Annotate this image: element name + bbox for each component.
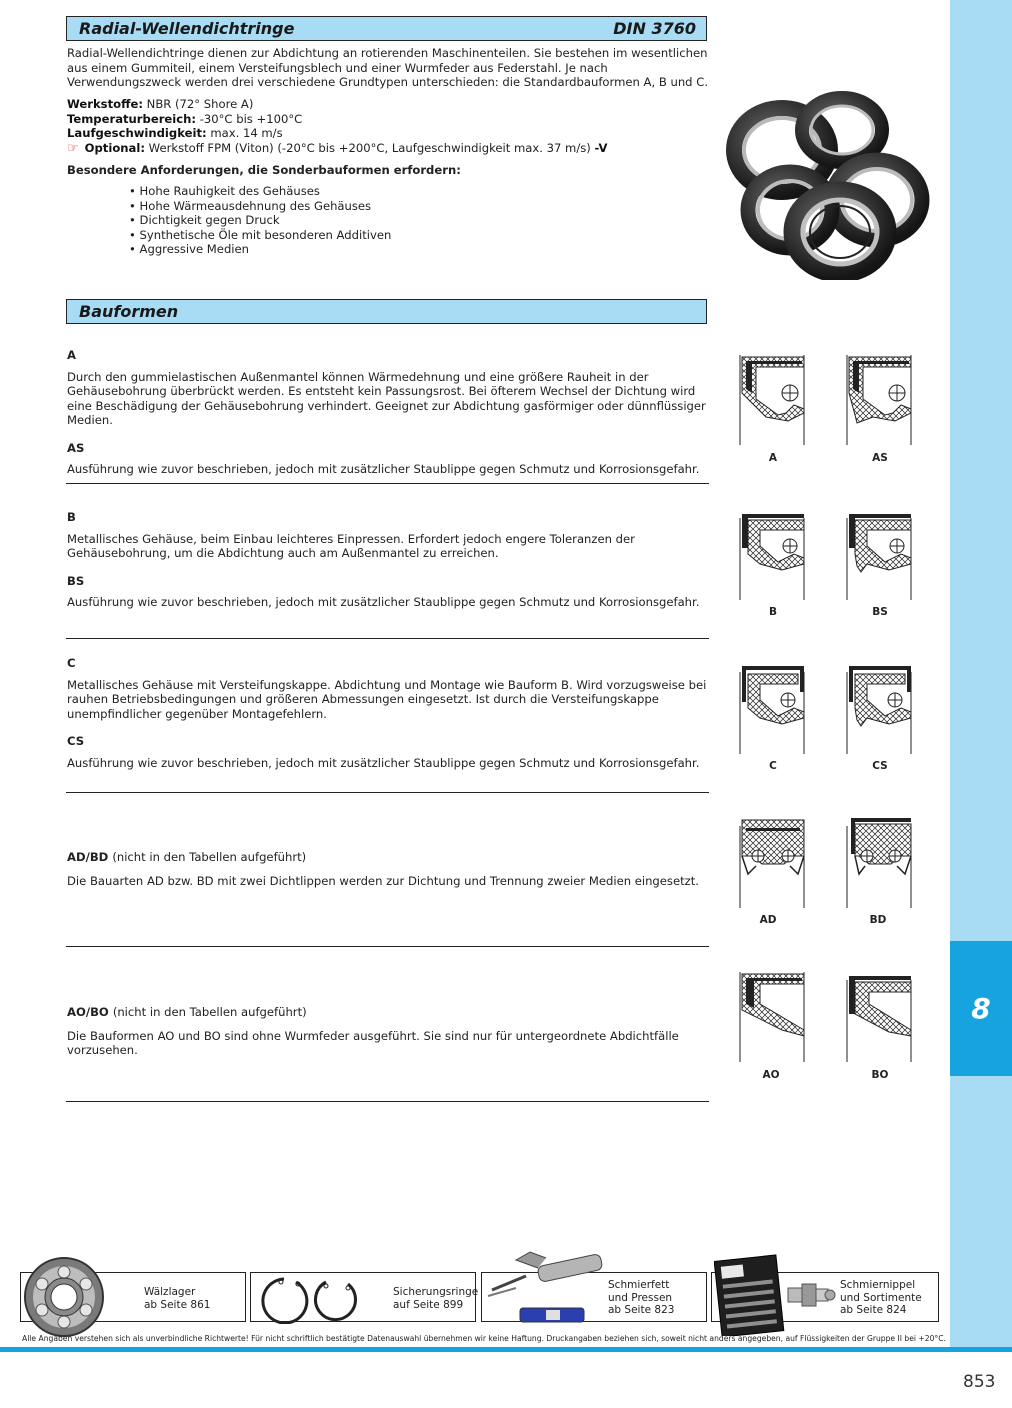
nipple-assortment-image [714, 1252, 786, 1336]
retaining-rings-image [256, 1274, 366, 1324]
section-c [67, 656, 712, 770]
drawing-label: BD [869, 914, 887, 926]
link-line: auf Seite 899 [393, 1298, 464, 1311]
description: Metallisches Gehäuse, beim Einbau leichteres Einpressen. Erfordert jedoch engere Toleranzen der Gehäusebohrung, um die Abdichtung auch am Außenmantel zu erreichen. [67, 531, 635, 560]
section-title: Bauformen [79, 302, 179, 321]
seal-drawing-ao [738, 970, 808, 1070]
description: Metallisches Gehäuse mit Versteifungskappe. Abdichtung und Montage wie Bauform B. Wird vorzugsweise bei rauhen Betriebsbedingungen und größeren Abmessungen eingesetzt. Ist durch die Versteifungskappe unempfindlicher gegenüber Montagefehlern. [67, 677, 707, 721]
seal-drawing-cs [845, 662, 915, 762]
seal-drawing-ad [738, 816, 808, 916]
list-item: • Synthetische Öle mit besonderen Additiven [129, 228, 391, 243]
optional-suffix: -V [594, 140, 608, 155]
temperature-value: -30°C bis +100°C [199, 111, 303, 126]
drawing-label: CS [872, 760, 888, 772]
code-label: AS [67, 440, 85, 455]
spec-list [67, 97, 667, 156]
temperature-label: Temperaturbereich: [67, 111, 197, 126]
seal-drawing-as [845, 353, 915, 453]
description: Ausführung wie zuvor beschrieben, jedoch mit zusätzlicher Staublippe gegen Schmutz und Korrosionsgefahr. [67, 462, 700, 476]
title-bar [66, 16, 707, 41]
code-label: CS [67, 734, 85, 748]
seal-drawing-bs [845, 508, 915, 608]
seal-drawing-c [738, 662, 808, 762]
seal-rings-photo [722, 90, 932, 280]
werkstoffe-value: NBR (72° Shore A) [146, 97, 254, 111]
drawing-label: BO [871, 1069, 889, 1081]
drawing-label: AD [759, 914, 777, 926]
description: Ausführung wie zuvor beschrieben, jedoch mit zusätzlicher Staublippe gegen Schmutz und Korrosionsgefahr. [67, 755, 700, 770]
link-line: Wälzlager [144, 1286, 196, 1298]
special-title: Besondere Anforderungen, die Sonderbauformen erfordern: [67, 163, 461, 177]
code-label: AO/BO [67, 1005, 109, 1019]
link-line: ab Seite 861 [144, 1298, 211, 1311]
section-ao-bo [67, 1005, 712, 1058]
chapter-number: 8 [971, 992, 991, 1025]
norm-label: DIN 3760 [613, 19, 696, 38]
code-label: B [67, 510, 76, 524]
divider [66, 638, 709, 639]
pointing-hand-icon: ☞ [67, 140, 79, 156]
werkstoffe-label: Werkstoffe: [67, 97, 143, 111]
grease-gun-image [486, 1248, 606, 1334]
optional-value: Werkstoff FPM (Viton) (-20°C bis +200°C, Laufgeschwindigkeit max. 37 m/s) [148, 140, 591, 155]
page-title: Radial-Wellendichtringe [79, 19, 295, 38]
link-line: Sicherungsringe [393, 1286, 479, 1298]
link-line: Schmiernippel [840, 1279, 916, 1291]
optional-label: Optional: [84, 140, 145, 155]
drawing-label: BS [872, 606, 888, 618]
chapter-tab[interactable] [950, 941, 1012, 1076]
list-item: • Hohe Wärmeausdehnung des Gehäuses [129, 199, 391, 214]
link-line: und Pressen [608, 1291, 673, 1304]
drawing-label: A [768, 452, 778, 464]
code-note: (nicht in den Tabellen aufgeführt) [112, 1005, 307, 1019]
code-label: A [67, 348, 76, 362]
speed-value: max. 14 m/s [210, 126, 283, 141]
code-label: C [67, 656, 76, 670]
code-label: BS [67, 573, 85, 588]
drawing-label: AS [872, 452, 888, 464]
link-line: und Sortimente [840, 1291, 922, 1304]
link-line: ab Seite 824 [840, 1304, 907, 1316]
page-number: 853 [963, 1372, 996, 1392]
list-item: • Aggressive Medien [129, 242, 391, 257]
description: Die Bauarten AD bzw. BD mit zwei Dichtlippen werden zur Dichtung und Trennung zweier Medien eingesetzt. [67, 873, 699, 888]
seal-drawing-b [738, 508, 808, 608]
link-line: Schmierfett [608, 1279, 670, 1291]
drawing-label: C [769, 760, 777, 772]
seal-drawing-bd [845, 816, 915, 916]
code-label: AD/BD [67, 850, 109, 864]
footer-link-text [608, 1279, 674, 1317]
ball-bearing-image [22, 1256, 106, 1338]
description: Ausführung wie zuvor beschrieben, jedoch mit zusätzlicher Staublippe gegen Schmutz und Korrosionsgefahr. [67, 595, 700, 609]
bottom-rule [0, 1347, 1012, 1352]
section-b [67, 510, 712, 610]
description: Durch den gummielastischen Außenmantel können Wärmedehnung und eine größere Rauheit in der Gehäusebohrung überbrückt werden. Es entsteht kein Passungsrost. Bei öfterem Wechsel der Dichtung wird eine Beschädigung der Gehäusebohrung verhindert. Geeignet zur Abdichtung gasförmiger oder dünnflüssiger Medien. [67, 369, 706, 427]
list-item: • Hohe Rauhigkeit des Gehäuses [129, 184, 391, 199]
code-note: (nicht in den Tabellen aufgeführt) [112, 850, 307, 864]
drawing-label: AO [762, 1069, 780, 1081]
divider [66, 483, 709, 484]
footer-link-text [393, 1286, 478, 1311]
side-band [950, 0, 1012, 1352]
drawing-label: B [768, 606, 777, 618]
link-line: ab Seite 823 [608, 1304, 675, 1316]
divider [66, 1101, 709, 1102]
footer-link-text [144, 1286, 210, 1311]
seal-drawing-a [738, 353, 808, 453]
section-ad-bd [67, 850, 712, 888]
bauformen-bar [66, 299, 707, 324]
section-a [67, 348, 712, 477]
speed-label: Laufgeschwindigkeit: [67, 126, 207, 141]
list-item: • Dichtigkeit gegen Druck [129, 213, 391, 228]
special-list [129, 184, 391, 257]
grease-nipple-image [786, 1274, 836, 1314]
intro-paragraph: Radial-Wellendichtringe dienen zur Abdichtung an rotierenden Maschinenteilen. Sie bestehen im wesentlichen aus einem Gummiteil, einem Versteifungsblech und einer Wurmfeder aus Federstahl. Je nach Verwendungszweck werden drei verschiedene Grundtypen unterschieden: die Standardbauformen A, B und C. [67, 46, 709, 89]
description: Die Bauformen AO und BO sind ohne Wurmfeder ausgeführt. Sie sind nur für untergeordnete Abdichtfälle vorzusehen. [67, 1028, 679, 1057]
footer-link-text [840, 1279, 922, 1317]
disclaimer: Alle Angaben verstehen sich als unverbindliche Richtwerte! Für nicht schriftlich bestätigte Datenauswahl übernehmen wir keine Haftung. Druckangaben beziehen sich, soweit nicht anders angegeben, auf Flüssigkeiten der Gruppe II bei +20°C. [22, 1334, 946, 1343]
divider [66, 946, 709, 947]
divider [66, 792, 709, 793]
seal-drawing-bo [845, 970, 915, 1070]
